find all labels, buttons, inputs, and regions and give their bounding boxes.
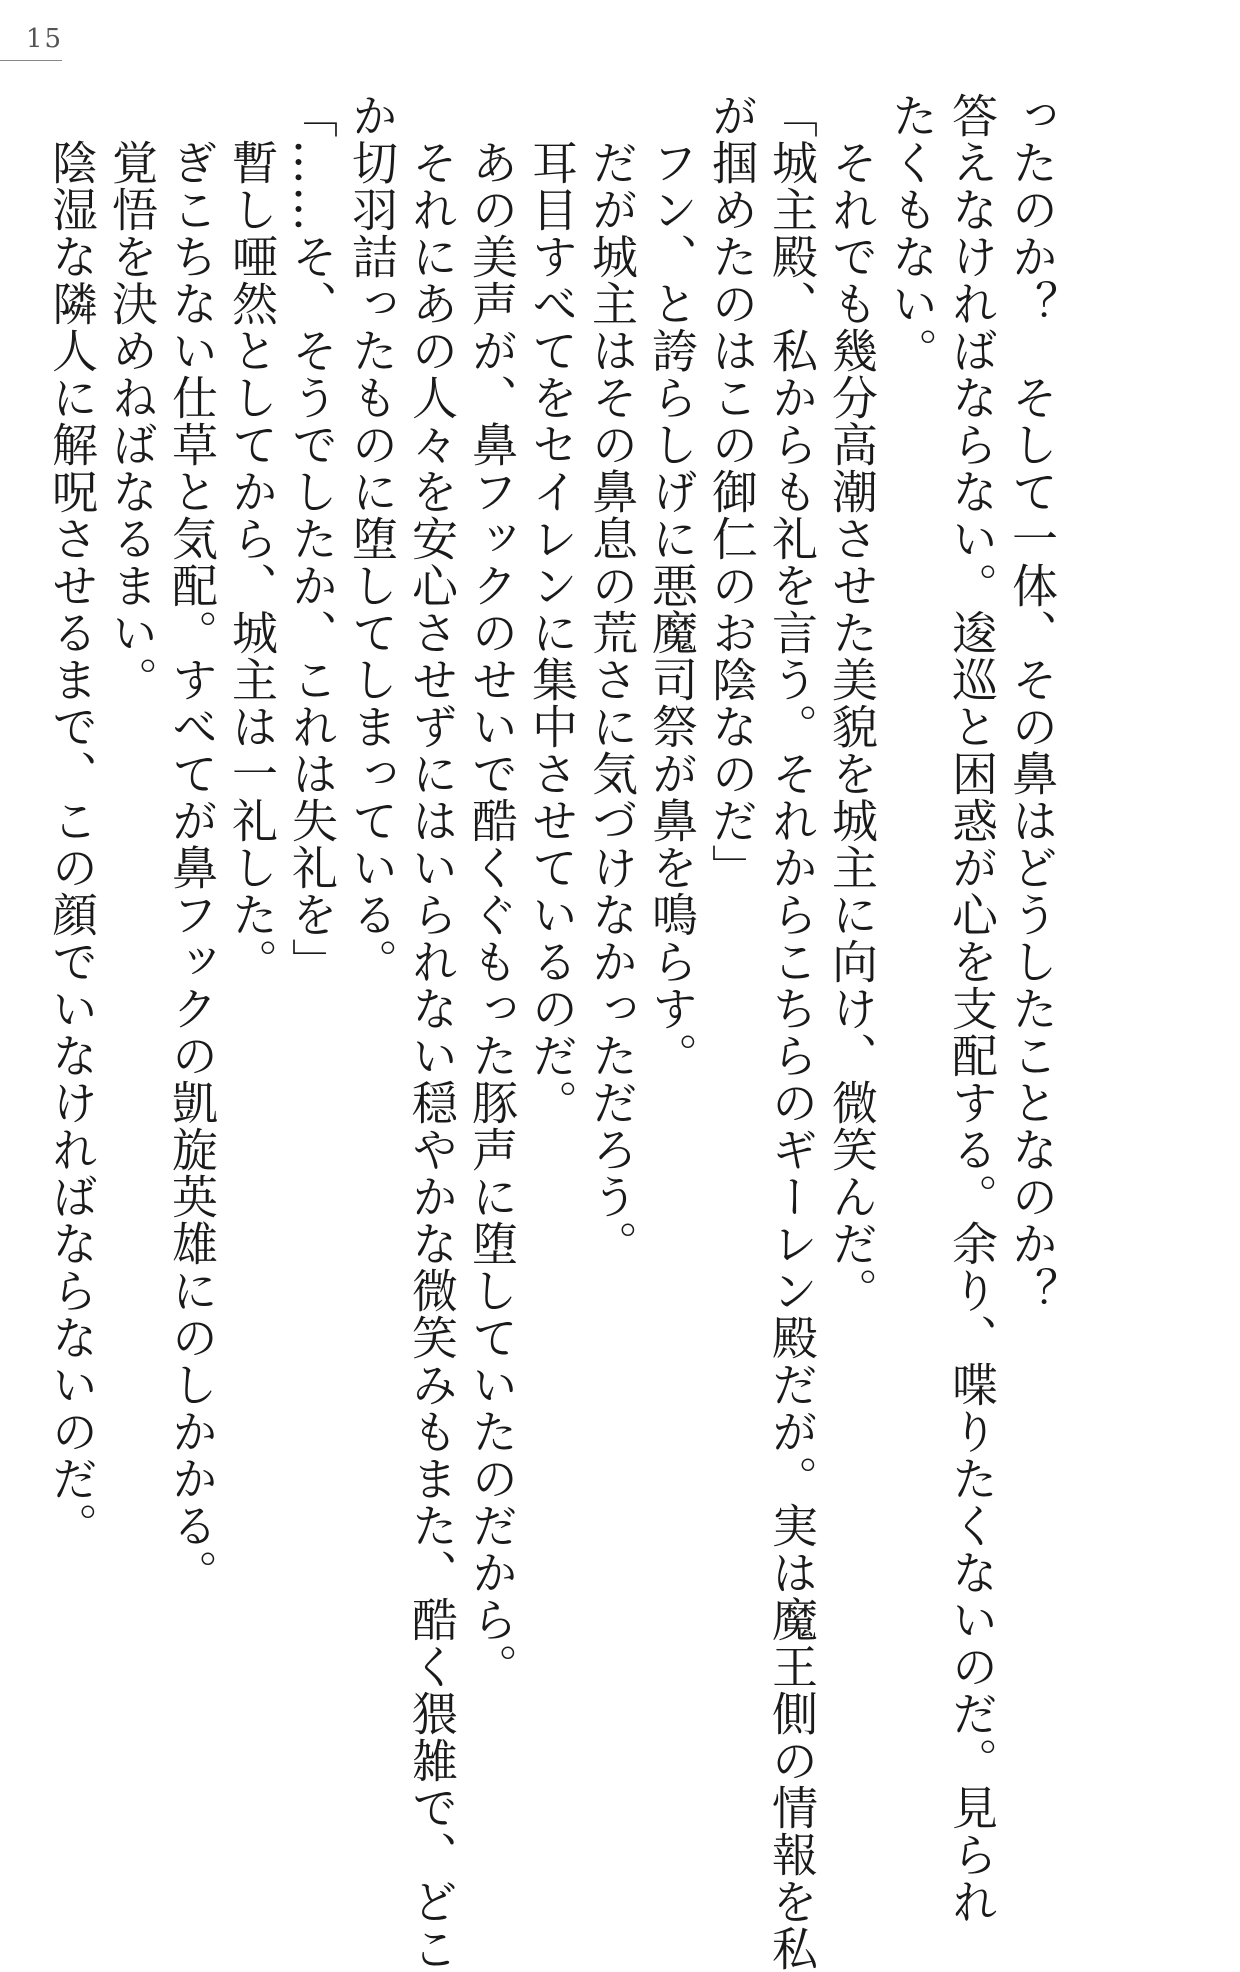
text-line: 陰湿な隣人に解呪させるまで、この顔でいなければならないのだ。	[45, 92, 99, 1549]
text-line: だが城主はその鼻息の荒さに気づけなかっただろう。	[585, 92, 639, 1267]
page-number: 15	[26, 24, 64, 54]
text-line: 覚悟を決めねばなるまい。	[105, 92, 159, 703]
text-line: あの美声が、鼻フックのせいで酷くぐもった豚声に堕していたのだから。	[465, 92, 519, 1690]
text-line: か切羽詰ったものに堕してしまっている。	[345, 92, 399, 985]
text-line: たくもない。	[885, 92, 939, 374]
text-line: それでも幾分高潮させた美貌を城主に向け、微笑んだ。	[825, 92, 879, 1314]
text-line: 答えなければならない。逡巡と困惑が心を支配する。余り、喋りたくないのだ。見られ	[945, 92, 999, 1925]
text-line: が掴めたのはこの御仁のお陰なのだ」	[705, 92, 759, 891]
text-line: ぎこちない仕草と気配。すべてが鼻フックの凱旋英雄にのしかかる。	[165, 92, 219, 1596]
text-line: 「……そ、そうでしたか、これは失礼を」	[285, 92, 339, 985]
text-line: 暫し唖然としてから、城主は一礼した。	[225, 92, 279, 985]
text-line: フン、と誇らしげに悪魔司祭が鼻を鳴らす。	[645, 92, 699, 1079]
page-number-rule	[0, 60, 62, 61]
text-line: 「城主殿、私からも礼を言う。それからこちらのギーレン殿だが。実は魔王側の情報を私	[765, 92, 819, 1972]
text-line: ったのか？ そして一体、その鼻はどうしたことなのか？	[1005, 92, 1059, 1314]
body-text	[45, 92, 1062, 1972]
text-line: それにあの人々を安心させずにはいられない穏やかな微笑みもまた、酷く猥雑で、どこ	[405, 92, 459, 1972]
text-line: 耳目すべてをセイレンに集中させているのだ。	[525, 92, 579, 1126]
